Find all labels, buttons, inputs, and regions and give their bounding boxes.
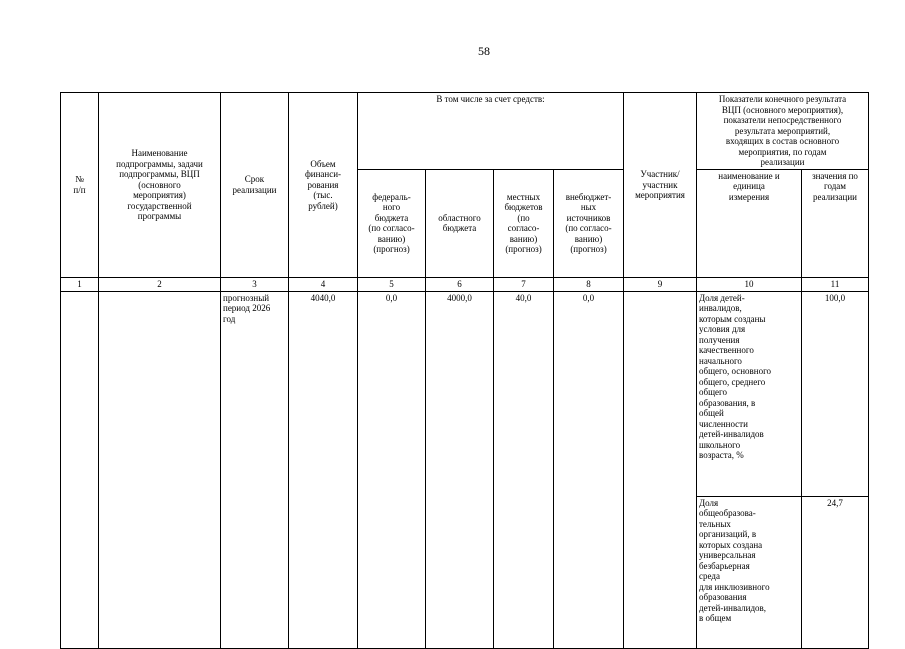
header-col-number: № п/п (61, 93, 99, 278)
cell-indicator-name: Доля общеобразова- тельных организаций, в которых создана универсальная безбарьерная среда для инклюзивного образования детей-инвалидов, в общем (697, 496, 802, 648)
column-number: 5 (358, 277, 426, 291)
column-number: 9 (624, 277, 697, 291)
header-col-extrabudget: внебюджет- ных источников (по согласо- ванию) (прогноз) (554, 169, 624, 277)
header-col-total: Объем финанси- рования (тыс. рублей) (289, 93, 358, 278)
header-col-indicator-value: значения по годам реализации (802, 169, 869, 277)
header-col-indicator-name: наименование и единица измерения (697, 169, 802, 277)
header-col-period: Срок реализации (221, 93, 289, 278)
header-group-indicators: Показатели конечного результата ВЦП (основного мероприятия), показатели непосредственного результата мероприятий, входящих в состав основного мероприятия, по годам реализации (697, 93, 869, 170)
column-number: 3 (221, 277, 289, 291)
header-col-regional: областного бюджета (426, 169, 494, 277)
header-col-name: Наименование подпрограммы, задачи подпрограммы, ВЦП (основного мероприятия) государственной программы (99, 93, 221, 278)
header-col-local: местных бюджетов (по согласо- ванию) (прогноз) (494, 169, 554, 277)
table-row (61, 291, 869, 496)
column-number: 4 (289, 277, 358, 291)
column-number: 10 (697, 277, 802, 291)
program-table (60, 92, 869, 649)
header-col-participant: Участник/ участник мероприятия (624, 93, 697, 278)
column-number: 7 (494, 277, 554, 291)
column-numbers-row (61, 277, 869, 291)
cell-federal: 0,0 (358, 291, 426, 648)
column-number: 6 (426, 277, 494, 291)
header-col-federal: федераль- ного бюджета (по согласо- ванию) (прогноз) (358, 169, 426, 277)
header-group-sources: В том числе за счет средств: (358, 93, 624, 170)
column-number: 11 (802, 277, 869, 291)
cell-period: прогнозный период 2026 год (221, 291, 289, 648)
page-number: 58 (478, 44, 490, 58)
cell-extrabudget: 0,0 (554, 291, 624, 648)
cell-indicator-name: Доля детей- инвалидов, которым созданы условия для получения качественного начального общего, основного общего, среднего общего образования, в общей численности детей-инвалидов школьного возраста, % (697, 291, 802, 496)
header-row-1 (61, 93, 869, 170)
column-number: 8 (554, 277, 624, 291)
cell-indicator-value: 100,0 (802, 291, 869, 496)
cell-name (99, 291, 221, 648)
cell-participant (624, 291, 697, 648)
column-number: 1 (61, 277, 99, 291)
cell-number (61, 291, 99, 648)
cell-total: 4040,0 (289, 291, 358, 648)
cell-local: 40,0 (494, 291, 554, 648)
cell-indicator-value: 24,7 (802, 496, 869, 648)
column-number: 2 (99, 277, 221, 291)
cell-regional: 4000,0 (426, 291, 494, 648)
